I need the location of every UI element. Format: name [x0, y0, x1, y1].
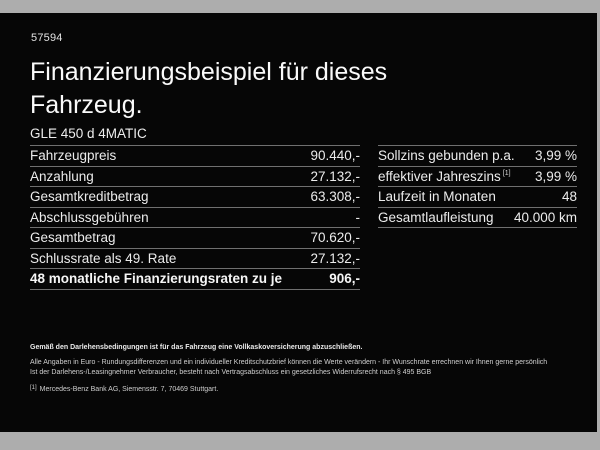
page-title — [30, 56, 510, 122]
table-row — [30, 187, 360, 208]
footnote — [30, 383, 582, 395]
row-value: 40.000 km — [513, 209, 577, 225]
row-label: Sollzins gebunden p.a. — [378, 148, 515, 164]
row-value: 3,99 % — [534, 168, 577, 184]
footnote-text: Mercedes-Benz Bank AG, Siemensstr. 7, 70469 Stuttgart. — [39, 386, 219, 393]
row-label: Schlussrate als 49. Rate — [30, 250, 177, 266]
row-label: Fahrzeugpreis — [30, 148, 117, 164]
row-value: 27.132,- — [310, 250, 360, 266]
table-row — [30, 208, 360, 229]
row-value: - — [355, 209, 360, 225]
row-label-text: effektiver Jahreszins — [378, 168, 501, 184]
row-label: Anzahlung — [30, 168, 94, 184]
finance-table — [30, 145, 360, 290]
row-label: Laufzeit in Monaten — [378, 189, 496, 205]
table-row — [378, 167, 577, 188]
table-row — [378, 208, 577, 229]
row-label: Gesamtkreditbetrag — [30, 189, 149, 205]
row-label — [378, 169, 511, 184]
page-title-line2: Fahrzeug. — [30, 91, 143, 119]
table-row — [378, 187, 577, 208]
vehicle-name: GLE 450 d 4MATIC — [30, 126, 147, 141]
row-value: 48 — [561, 189, 577, 205]
footnote-marker: [1] — [30, 385, 37, 391]
table-row — [378, 146, 577, 167]
ref-number: 57594 — [31, 32, 63, 44]
row-value: 906,- — [329, 271, 360, 287]
fine-print-line-bold: Gemäß den Darlehensbedingungen ist für das Fahrzeug eine Vollkaskoversicherung abzuschließen. — [30, 344, 363, 351]
table-row — [30, 249, 360, 270]
conditions-table — [378, 145, 577, 228]
table-row — [30, 228, 360, 249]
table-row — [30, 167, 360, 188]
row-value: 3,99 % — [534, 148, 577, 164]
financing-panel — [0, 13, 597, 432]
footnote-marker: [1] — [502, 170, 511, 178]
fine-print-line: Alle Angaben in Euro - Rundungsdifferenzen und ein individueller Kreditschutzbrief können die Werte verändern - Ihr Wunschrate errechnen wir Ihnen gerne persönlich — [30, 359, 548, 366]
row-value: 27.132,- — [310, 168, 360, 184]
page-title-line1: Finanzierungsbeispiel für dieses — [30, 58, 388, 86]
row-value: 70.620,- — [310, 230, 360, 246]
row-label: Gesamtbetrag — [30, 230, 116, 246]
row-label: 48 monatliche Finanzierungsraten zu je — [30, 271, 283, 287]
row-label: Abschlussgebühren — [30, 209, 149, 225]
row-value: 90.440,- — [310, 148, 360, 164]
row-label: Gesamtlaufleistung — [378, 209, 494, 225]
table-row — [30, 146, 360, 167]
fine-print — [30, 343, 582, 395]
monthly-rate-row — [30, 269, 360, 290]
fine-print-line: Ist der Darlehens-/Leasingnehmer Verbraucher, besteht nach Vertragsabschluss ein gesetzliches Widerrufsrecht nach § 495 BGB — [30, 369, 432, 376]
row-value: 63.308,- — [310, 189, 360, 205]
